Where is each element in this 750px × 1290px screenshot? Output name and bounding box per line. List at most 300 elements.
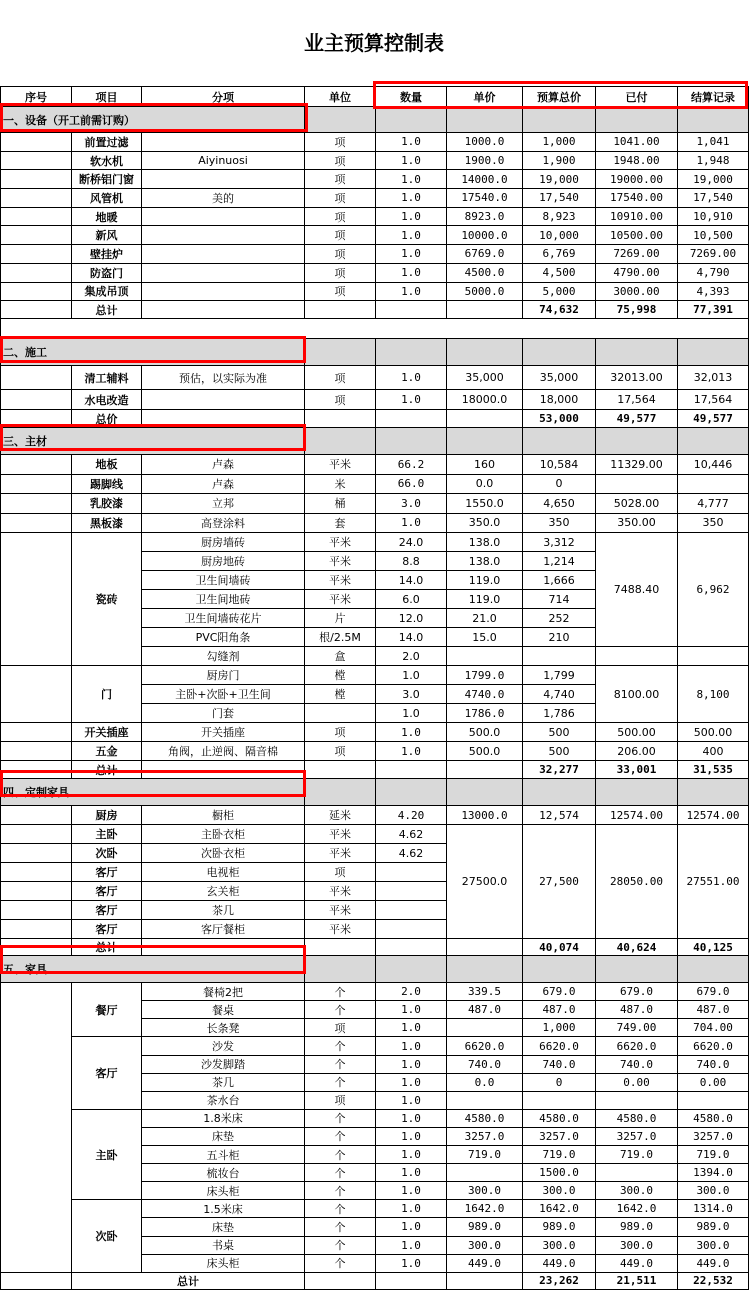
unit: 个 bbox=[305, 1001, 376, 1019]
unit: 项 bbox=[305, 133, 376, 152]
settlement: 19,000 bbox=[678, 170, 749, 189]
item-name: 风管机 bbox=[72, 189, 142, 208]
table-cell bbox=[305, 410, 376, 428]
total-settle: 49,577 bbox=[678, 410, 749, 428]
budget-total: 449.0 bbox=[523, 1254, 596, 1272]
budget-total: 1,786 bbox=[523, 704, 596, 723]
paid: 32013.00 bbox=[596, 366, 678, 390]
table-row bbox=[1, 1109, 749, 1127]
budget-total: 35,000 bbox=[523, 366, 596, 390]
quantity: 8.8 bbox=[376, 552, 447, 571]
sub-item: 梳妆台 bbox=[142, 1164, 305, 1182]
table-cell bbox=[1, 513, 72, 533]
budget-total: 10,584 bbox=[523, 455, 596, 475]
settlement: 300.0 bbox=[678, 1236, 749, 1254]
table-row bbox=[1, 533, 749, 552]
quantity: 2.0 bbox=[376, 647, 447, 666]
total-label: 总计 bbox=[72, 301, 142, 319]
unit: 个 bbox=[305, 983, 376, 1001]
quantity bbox=[376, 901, 447, 920]
settlement: 1394.0 bbox=[678, 1164, 749, 1182]
quantity: 1.0 bbox=[376, 1037, 447, 1055]
budget-total: 500 bbox=[523, 742, 596, 761]
table-cell bbox=[376, 339, 447, 366]
unit-price: 119.0 bbox=[447, 571, 523, 590]
table-cell bbox=[305, 339, 376, 366]
paid: 4790.00 bbox=[596, 263, 678, 282]
paid: 740.0 bbox=[596, 1055, 678, 1073]
table-cell bbox=[1, 742, 72, 761]
unit bbox=[305, 704, 376, 723]
budget-total: 1500.0 bbox=[523, 1164, 596, 1182]
table-cell bbox=[142, 761, 305, 779]
table-cell bbox=[1, 189, 72, 208]
total-paid: 21,511 bbox=[596, 1272, 678, 1289]
quantity: 1.0 bbox=[376, 207, 447, 226]
sub-item bbox=[142, 226, 305, 245]
unit: 平米 bbox=[305, 590, 376, 609]
unit-price: 300.0 bbox=[447, 1236, 523, 1254]
section-row-furniture bbox=[1, 956, 749, 983]
budget-total: 0 bbox=[523, 474, 596, 494]
quantity: 1.0 bbox=[376, 390, 447, 410]
item-name: 集成吊顶 bbox=[72, 282, 142, 301]
table-cell bbox=[142, 939, 305, 956]
table-cell bbox=[1, 170, 72, 189]
unit-price bbox=[447, 647, 523, 666]
quantity: 1.0 bbox=[376, 1236, 447, 1254]
table-cell bbox=[447, 939, 523, 956]
paid: 500.00 bbox=[596, 723, 678, 742]
table-cell bbox=[305, 301, 376, 319]
sub-item: 床头柜 bbox=[142, 1254, 305, 1272]
table-cell bbox=[447, 339, 523, 366]
table-row bbox=[1, 494, 749, 514]
table-row bbox=[1, 513, 749, 533]
item-name: 门 bbox=[72, 666, 142, 723]
unit-price: 18000.0 bbox=[447, 390, 523, 410]
unit-price: 487.0 bbox=[447, 1001, 523, 1019]
budget-total: 12,574 bbox=[523, 806, 596, 825]
paid: 19000.00 bbox=[596, 170, 678, 189]
budget-total: 27,500 bbox=[523, 825, 596, 939]
unit-price: 35,000 bbox=[447, 366, 523, 390]
table-row bbox=[1, 151, 749, 170]
budget-total: 1,000 bbox=[523, 1019, 596, 1037]
unit: 根/2.5M bbox=[305, 628, 376, 647]
settlement: 4,777 bbox=[678, 494, 749, 514]
total-settle: 22,532 bbox=[678, 1272, 749, 1289]
unit: 项 bbox=[305, 151, 376, 170]
quantity bbox=[376, 920, 447, 939]
budget-total: 18,000 bbox=[523, 390, 596, 410]
paid: 3257.0 bbox=[596, 1127, 678, 1145]
total-paid: 40,624 bbox=[596, 939, 678, 956]
budget-total: 1,214 bbox=[523, 552, 596, 571]
section-row-custom bbox=[1, 779, 749, 806]
sub-item bbox=[142, 170, 305, 189]
column-header-settlement: 结算记录 bbox=[678, 87, 749, 107]
sub-item bbox=[142, 263, 305, 282]
quantity: 6.0 bbox=[376, 590, 447, 609]
budget-total: 989.0 bbox=[523, 1218, 596, 1236]
budget-total: 1,666 bbox=[523, 571, 596, 590]
table-cell bbox=[596, 647, 678, 666]
quantity bbox=[376, 882, 447, 901]
unit-price: 160 bbox=[447, 455, 523, 475]
paid: 300.0 bbox=[596, 1182, 678, 1200]
sub-item: 床垫 bbox=[142, 1127, 305, 1145]
quantity: 1.0 bbox=[376, 263, 447, 282]
item-name: 前置过滤 bbox=[72, 133, 142, 152]
budget-total: 5,000 bbox=[523, 282, 596, 301]
quantity: 1.0 bbox=[376, 1091, 447, 1109]
section-row-construction bbox=[1, 339, 749, 366]
paid: 28050.00 bbox=[596, 825, 678, 939]
paid: 5028.00 bbox=[596, 494, 678, 514]
unit-price: 119.0 bbox=[447, 590, 523, 609]
paid: 17540.00 bbox=[596, 189, 678, 208]
table-cell bbox=[1, 245, 72, 264]
quantity: 1.0 bbox=[376, 1073, 447, 1091]
column-header-quantity: 数量 bbox=[376, 87, 447, 107]
unit: 片 bbox=[305, 609, 376, 628]
settlement: 6,962 bbox=[678, 533, 749, 647]
table-cell bbox=[376, 779, 447, 806]
settlement: 17,564 bbox=[678, 390, 749, 410]
paid: 350.00 bbox=[596, 513, 678, 533]
settlement: 4,393 bbox=[678, 282, 749, 301]
quantity: 2.0 bbox=[376, 983, 447, 1001]
quantity: 66.0 bbox=[376, 474, 447, 494]
settlement: 10,446 bbox=[678, 455, 749, 475]
unit: 平米 bbox=[305, 552, 376, 571]
quantity: 1.0 bbox=[376, 742, 447, 761]
unit-price: 0.0 bbox=[447, 474, 523, 494]
unit-price: 8923.0 bbox=[447, 207, 523, 226]
unit-price: 3257.0 bbox=[447, 1127, 523, 1145]
budget-total: 740.0 bbox=[523, 1055, 596, 1073]
table-cell bbox=[376, 301, 447, 319]
table-cell bbox=[1, 920, 72, 939]
budget-total bbox=[523, 1091, 596, 1109]
column-header-unit-price: 单价 bbox=[447, 87, 523, 107]
unit: 平米 bbox=[305, 571, 376, 590]
table-row bbox=[1, 189, 749, 208]
table-cell bbox=[305, 956, 376, 983]
paid: 989.0 bbox=[596, 1218, 678, 1236]
settlement: 500.00 bbox=[678, 723, 749, 742]
table-cell bbox=[523, 339, 596, 366]
settlement: 487.0 bbox=[678, 1001, 749, 1019]
sub-item: 五斗柜 bbox=[142, 1146, 305, 1164]
quantity: 1.0 bbox=[376, 151, 447, 170]
total-budget: 53,000 bbox=[523, 410, 596, 428]
total-budget: 23,262 bbox=[523, 1272, 596, 1289]
unit-price bbox=[447, 1019, 523, 1037]
item-name: 客厅 bbox=[72, 901, 142, 920]
quantity: 1.0 bbox=[376, 170, 447, 189]
table-cell bbox=[376, 939, 447, 956]
sub-item: 主卧衣柜 bbox=[142, 825, 305, 844]
table-cell bbox=[1, 844, 72, 863]
sub-item: 角阀，止逆阀、隔音棉 bbox=[142, 742, 305, 761]
unit: 个 bbox=[305, 1146, 376, 1164]
unit-price: 4740.0 bbox=[447, 685, 523, 704]
room-name: 主卧 bbox=[72, 1109, 142, 1199]
budget-total: 719.0 bbox=[523, 1146, 596, 1164]
sub-item: 长条凳 bbox=[142, 1019, 305, 1037]
table-row bbox=[1, 207, 749, 226]
unit: 个 bbox=[305, 1182, 376, 1200]
unit-price bbox=[447, 1091, 523, 1109]
settlement bbox=[678, 1091, 749, 1109]
budget-total: 4580.0 bbox=[523, 1109, 596, 1127]
total-label: 总计 bbox=[72, 1272, 305, 1289]
unit: 项 bbox=[305, 366, 376, 390]
paid: 4580.0 bbox=[596, 1109, 678, 1127]
settlement: 10,500 bbox=[678, 226, 749, 245]
sub-item: 次卧衣柜 bbox=[142, 844, 305, 863]
unit: 个 bbox=[305, 1164, 376, 1182]
quantity: 1.0 bbox=[376, 704, 447, 723]
table-cell bbox=[1, 390, 72, 410]
table-row bbox=[1, 263, 749, 282]
table-cell bbox=[596, 107, 678, 133]
table-cell bbox=[1, 226, 72, 245]
table-row bbox=[1, 806, 749, 825]
item-name: 瓷砖 bbox=[72, 533, 142, 666]
table-row bbox=[1, 723, 749, 742]
unit: 平米 bbox=[305, 455, 376, 475]
table-cell bbox=[1, 901, 72, 920]
table-cell bbox=[142, 301, 305, 319]
unit: 个 bbox=[305, 1037, 376, 1055]
column-header-index: 序号 bbox=[1, 87, 72, 107]
quantity: 1.0 bbox=[376, 1164, 447, 1182]
room-name: 客厅 bbox=[72, 1037, 142, 1109]
settlement: 17,540 bbox=[678, 189, 749, 208]
quantity: 1.0 bbox=[376, 133, 447, 152]
settlement: 4,790 bbox=[678, 263, 749, 282]
sub-item: 主卧+次卧+卫生间 bbox=[142, 685, 305, 704]
settlement: 27551.00 bbox=[678, 825, 749, 939]
paid: 206.00 bbox=[596, 742, 678, 761]
table-cell bbox=[678, 339, 749, 366]
settlement: 1,041 bbox=[678, 133, 749, 152]
paid: 300.0 bbox=[596, 1236, 678, 1254]
table-cell bbox=[1, 761, 72, 779]
paid: 1041.00 bbox=[596, 133, 678, 152]
quantity: 1.0 bbox=[376, 1055, 447, 1073]
total-budget: 40,074 bbox=[523, 939, 596, 956]
quantity: 3.0 bbox=[376, 685, 447, 704]
unit: 平米 bbox=[305, 844, 376, 863]
unit-price: 1900.0 bbox=[447, 151, 523, 170]
total-row-construction bbox=[1, 410, 749, 428]
quantity: 1.0 bbox=[376, 1146, 447, 1164]
unit-price: 138.0 bbox=[447, 533, 523, 552]
page-title: 业主预算控制表 bbox=[304, 31, 444, 55]
table-cell bbox=[596, 956, 678, 983]
sub-item: 书桌 bbox=[142, 1236, 305, 1254]
item-name: 壁挂炉 bbox=[72, 245, 142, 264]
budget-table bbox=[0, 86, 749, 1290]
paid: 17,564 bbox=[596, 390, 678, 410]
unit: 个 bbox=[305, 1055, 376, 1073]
item-name: 主卧 bbox=[72, 825, 142, 844]
table-cell bbox=[1, 723, 72, 742]
table-row bbox=[1, 133, 749, 152]
table-cell bbox=[1, 207, 72, 226]
budget-total: 500 bbox=[523, 723, 596, 742]
item-name: 厨房 bbox=[72, 806, 142, 825]
table-row bbox=[1, 282, 749, 301]
table-cell bbox=[1, 263, 72, 282]
unit: 个 bbox=[305, 1254, 376, 1272]
sub-item: 电视柜 bbox=[142, 863, 305, 882]
unit-price: 13000.0 bbox=[447, 806, 523, 825]
table-cell bbox=[142, 410, 305, 428]
item-name: 五金 bbox=[72, 742, 142, 761]
table-cell bbox=[678, 779, 749, 806]
paid: 8100.00 bbox=[596, 666, 678, 723]
unit-price: 500.0 bbox=[447, 742, 523, 761]
item-name: 乳胶漆 bbox=[72, 494, 142, 514]
table-cell bbox=[447, 428, 523, 455]
item-name: 客厅 bbox=[72, 863, 142, 882]
quantity: 1.0 bbox=[376, 1218, 447, 1236]
total-settle: 77,391 bbox=[678, 301, 749, 319]
unit: 项 bbox=[305, 723, 376, 742]
settlement: 0.00 bbox=[678, 1073, 749, 1091]
unit-price: 1642.0 bbox=[447, 1200, 523, 1218]
settlement: 449.0 bbox=[678, 1254, 749, 1272]
table-cell bbox=[305, 428, 376, 455]
sub-item: 餐桌 bbox=[142, 1001, 305, 1019]
section-row-materials bbox=[1, 428, 749, 455]
paid: 449.0 bbox=[596, 1254, 678, 1272]
quantity: 14.0 bbox=[376, 571, 447, 590]
unit: 米 bbox=[305, 474, 376, 494]
item-name: 踢脚线 bbox=[72, 474, 142, 494]
unit-price: 1000.0 bbox=[447, 133, 523, 152]
unit: 平米 bbox=[305, 882, 376, 901]
table-cell bbox=[596, 339, 678, 366]
settlement: 3257.0 bbox=[678, 1127, 749, 1145]
unit: 项 bbox=[305, 742, 376, 761]
quantity: 1.0 bbox=[376, 366, 447, 390]
table-cell bbox=[1, 939, 72, 956]
unit: 项 bbox=[305, 282, 376, 301]
quantity: 1.0 bbox=[376, 723, 447, 742]
item-name: 地暖 bbox=[72, 207, 142, 226]
sub-item: 玄关柜 bbox=[142, 882, 305, 901]
quantity: 4.62 bbox=[376, 844, 447, 863]
total-row-equipment bbox=[1, 301, 749, 319]
quantity: 12.0 bbox=[376, 609, 447, 628]
unit-price: 719.0 bbox=[447, 1146, 523, 1164]
paid: 12574.00 bbox=[596, 806, 678, 825]
settlement: 350 bbox=[678, 513, 749, 533]
sub-item: 床头柜 bbox=[142, 1182, 305, 1200]
unit-price: 350.0 bbox=[447, 513, 523, 533]
unit-price: 740.0 bbox=[447, 1055, 523, 1073]
table-row bbox=[1, 825, 749, 844]
total-settle: 31,535 bbox=[678, 761, 749, 779]
unit: 项 bbox=[305, 189, 376, 208]
budget-total: 4,650 bbox=[523, 494, 596, 514]
settlement: 4580.0 bbox=[678, 1109, 749, 1127]
table-row bbox=[1, 366, 749, 390]
unit-price: 27500.0 bbox=[447, 825, 523, 939]
unit-price: 1786.0 bbox=[447, 704, 523, 723]
budget-total: 487.0 bbox=[523, 1001, 596, 1019]
settlement: 400 bbox=[678, 742, 749, 761]
paid: 749.00 bbox=[596, 1019, 678, 1037]
unit: 平米 bbox=[305, 533, 376, 552]
table-cell bbox=[678, 956, 749, 983]
item-name: 开关插座 bbox=[72, 723, 142, 742]
unit-price bbox=[447, 1164, 523, 1182]
item-name: 次卧 bbox=[72, 844, 142, 863]
total-paid: 33,001 bbox=[596, 761, 678, 779]
sub-item bbox=[142, 245, 305, 264]
table-cell bbox=[523, 428, 596, 455]
section-title: 二、施工 bbox=[1, 339, 305, 366]
section-title: 一、设备（开工前需订购） bbox=[1, 107, 305, 133]
settlement: 10,910 bbox=[678, 207, 749, 226]
total-paid: 75,998 bbox=[596, 301, 678, 319]
unit: 平米 bbox=[305, 901, 376, 920]
budget-total: 1642.0 bbox=[523, 1200, 596, 1218]
unit-price: 0.0 bbox=[447, 1073, 523, 1091]
settlement bbox=[678, 474, 749, 494]
table-cell bbox=[1, 806, 72, 825]
table-cell bbox=[447, 761, 523, 779]
unit: 套 bbox=[305, 513, 376, 533]
settlement: 12574.00 bbox=[678, 806, 749, 825]
quantity: 1.0 bbox=[376, 1001, 447, 1019]
table-cell bbox=[376, 107, 447, 133]
unit: 项 bbox=[305, 1091, 376, 1109]
total-label: 总计 bbox=[72, 939, 142, 956]
quantity: 1.0 bbox=[376, 1182, 447, 1200]
sub-item: 高登涂料 bbox=[142, 513, 305, 533]
table-row bbox=[1, 455, 749, 475]
item-name: 新风 bbox=[72, 226, 142, 245]
settlement: 6620.0 bbox=[678, 1037, 749, 1055]
table-cell bbox=[447, 410, 523, 428]
table-cell bbox=[1, 882, 72, 901]
section-title: 四、定制家具 bbox=[1, 779, 305, 806]
table-cell bbox=[1, 494, 72, 514]
table-cell bbox=[305, 779, 376, 806]
total-settle: 40,125 bbox=[678, 939, 749, 956]
paid bbox=[596, 1091, 678, 1109]
unit: 项 bbox=[305, 1019, 376, 1037]
sub-item: 茶水台 bbox=[142, 1091, 305, 1109]
budget-total: 17,540 bbox=[523, 189, 596, 208]
sub-item: 客厅餐柜 bbox=[142, 920, 305, 939]
unit: 桶 bbox=[305, 494, 376, 514]
unit-price: 21.0 bbox=[447, 609, 523, 628]
budget-total: 1,900 bbox=[523, 151, 596, 170]
quantity: 1.0 bbox=[376, 1254, 447, 1272]
budget-total: 300.0 bbox=[523, 1236, 596, 1254]
section-title: 三、主材 bbox=[1, 428, 305, 455]
table-cell bbox=[1, 455, 72, 475]
